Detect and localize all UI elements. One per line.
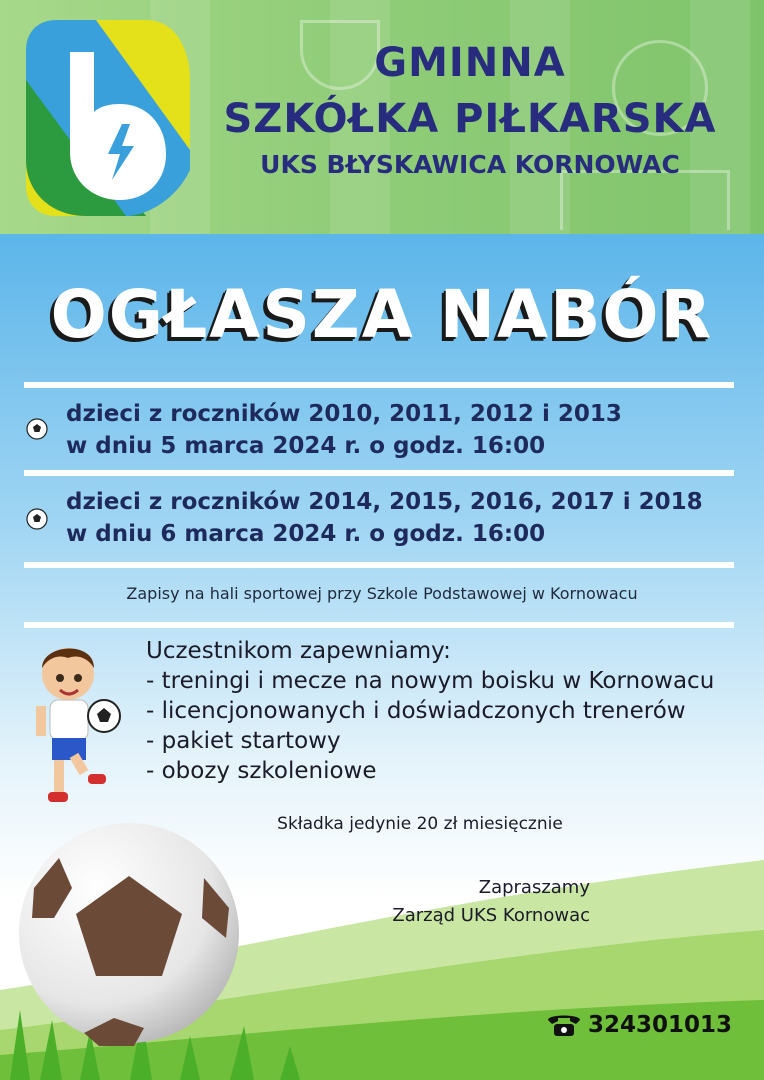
divider-2 bbox=[24, 470, 734, 476]
divider-3 bbox=[24, 562, 734, 568]
offer-item: - obozy szkoleniowe bbox=[146, 758, 377, 784]
soccer-ball-icon bbox=[26, 418, 48, 440]
signup-info: Zapisy na hali sportowej przy Szkole Podstawowej w Kornowacu bbox=[126, 584, 638, 603]
group-1-date: w dniu 5 marca 2024 r. o godz. 16:00 bbox=[66, 433, 546, 459]
soccer-ball-icon bbox=[26, 508, 48, 530]
offer-item: - pakiet startowy bbox=[146, 728, 341, 754]
invite-signature: Zarząd UKS Kornowac bbox=[392, 905, 590, 926]
telephone-icon bbox=[546, 1012, 582, 1038]
phone-number: 324301013 bbox=[587, 1012, 732, 1038]
group-2-years: dzieci z roczników 2014, 2015, 2016, 2017 i 2018 bbox=[66, 489, 703, 515]
invite bbox=[300, 874, 590, 930]
offer-heading: Uczestnikom zapewniamy: bbox=[146, 638, 451, 664]
group-1 bbox=[66, 398, 746, 462]
offer-item: - licencjonowanych i doświadczonych trenerów bbox=[146, 698, 686, 724]
group-2-date: w dniu 6 marca 2024 r. o godz. 16:00 bbox=[66, 521, 546, 547]
title-school: SZKÓŁKA PIŁKARSKA bbox=[223, 96, 717, 142]
title-gminna: GMINNA bbox=[374, 40, 566, 86]
field-lines-decoration bbox=[560, 170, 730, 230]
offer-item: - treningi i mecze na nowym boisku w Kornowacu bbox=[146, 668, 715, 694]
club-logo bbox=[26, 20, 190, 216]
divider-1 bbox=[24, 382, 734, 388]
group-2 bbox=[66, 486, 746, 550]
title-club: UKS BŁYSKAWICA KORNOWAC bbox=[260, 150, 680, 179]
offer-list bbox=[146, 636, 756, 786]
divider-4 bbox=[24, 622, 734, 628]
headline: OGŁASZA NABÓR bbox=[50, 276, 714, 353]
big-soccer-ball bbox=[14, 818, 244, 1048]
group-1-years: dzieci z roczników 2010, 2011, 2012 i 2013 bbox=[66, 401, 622, 427]
phone-contact bbox=[546, 1012, 732, 1038]
fee-info: Składka jedynie 20 zł miesięcznie bbox=[277, 814, 563, 834]
boy-footballer-illustration bbox=[28, 634, 124, 814]
invite-line: Zapraszamy bbox=[478, 877, 590, 898]
